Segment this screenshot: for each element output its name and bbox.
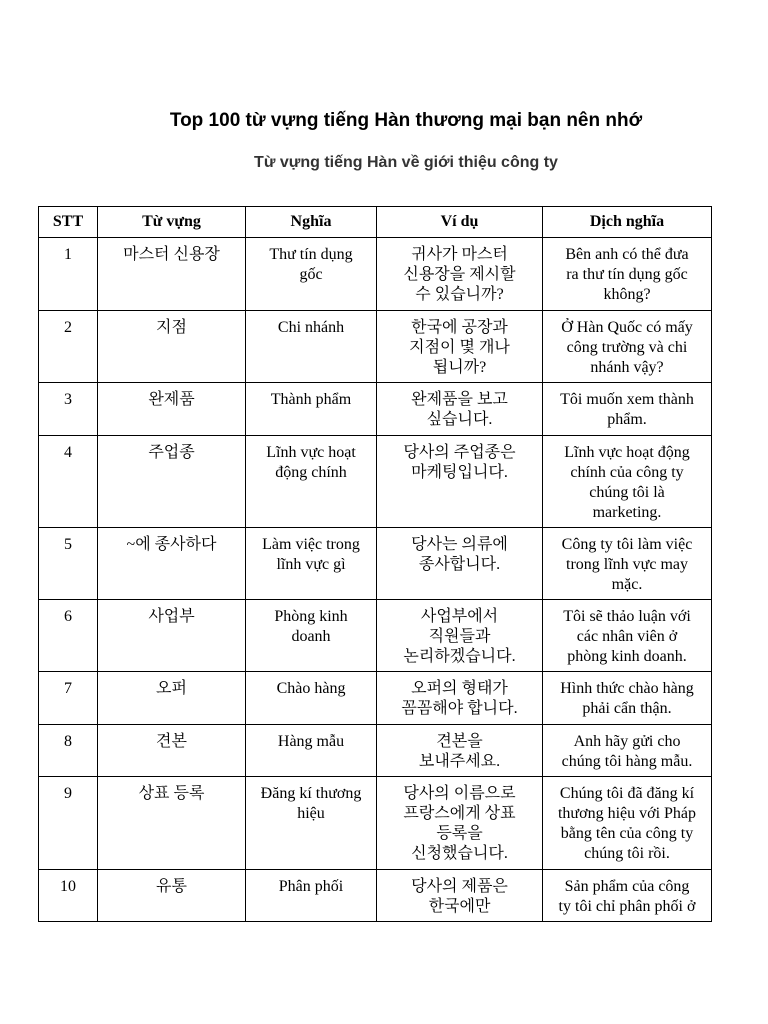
cell-translation: Tôi sẽ thảo luận với các nhân viên ở phòng kinh doanh.	[543, 600, 712, 672]
cell-example: 오퍼의 형태가 꼼꼼해야 합니다.	[377, 672, 543, 725]
cell-translation: Sản phẩm của công ty tôi chỉ phân phối ở	[543, 870, 712, 922]
cell-meaning: Thư tín dụng gốc	[246, 238, 377, 311]
cell-translation: Chúng tôi đã đăng kí thương hiệu với Pháp bằng tên của công ty chúng tôi rồi.	[543, 777, 712, 870]
cell-stt: 9	[39, 777, 98, 870]
table-row	[39, 436, 712, 528]
page-subtitle: Từ vựng tiếng Hàn về giới thiệu công ty	[254, 154, 558, 171]
cell-example: 당사의 제품은 한국에만	[377, 870, 543, 922]
cell-translation: Tôi muốn xem thành phẩm.	[543, 383, 712, 436]
table-row	[39, 238, 712, 311]
cell-stt: 1	[39, 238, 98, 311]
header-example: Ví dụ	[377, 207, 543, 238]
cell-translation: Lĩnh vực hoạt động chính của công ty chúng tôi là marketing.	[543, 436, 712, 528]
cell-translation: Hình thức chào hàng phải cẩn thận.	[543, 672, 712, 725]
table-row	[39, 311, 712, 383]
header-term: Từ vựng	[98, 207, 246, 238]
table-row	[39, 870, 712, 922]
table-row	[39, 383, 712, 436]
cell-meaning: Phân phối	[246, 870, 377, 922]
cell-term: 오퍼	[98, 672, 246, 725]
cell-example: 한국에 공장과 지점이 몇 개나 됩니까?	[377, 311, 543, 383]
cell-term: 견본	[98, 725, 246, 777]
cell-example: 당사의 주업종은 마케팅입니다.	[377, 436, 543, 528]
cell-term: 지점	[98, 311, 246, 383]
cell-term: 사업부	[98, 600, 246, 672]
table-row	[39, 777, 712, 870]
cell-term: 완제품	[98, 383, 246, 436]
cell-meaning: Thành phẩm	[246, 383, 377, 436]
cell-stt: 5	[39, 528, 98, 600]
table-row	[39, 672, 712, 725]
cell-meaning: Đăng kí thương hiệu	[246, 777, 377, 870]
cell-meaning: Phòng kinh doanh	[246, 600, 377, 672]
header-meaning: Nghĩa	[246, 207, 377, 238]
cell-term: 상표 등록	[98, 777, 246, 870]
cell-stt: 2	[39, 311, 98, 383]
cell-translation: Bên anh có thể đưa ra thư tín dụng gốc không?	[543, 238, 712, 311]
cell-example: 당사의 이름으로 프랑스에게 상표 등록을 신청했습니다.	[377, 777, 543, 870]
cell-meaning: Chi nhánh	[246, 311, 377, 383]
cell-example: 견본을 보내주세요.	[377, 725, 543, 777]
cell-term: 유통	[98, 870, 246, 922]
cell-example: 귀사가 마스터 신용장을 제시할 수 있습니까?	[377, 238, 543, 311]
cell-translation: Ở Hàn Quốc có mấy công trường và chi nhánh vậy?	[543, 311, 712, 383]
table-row	[39, 528, 712, 600]
header-stt: STT	[39, 207, 98, 238]
header-translation: Dịch nghĩa	[543, 207, 712, 238]
cell-stt: 8	[39, 725, 98, 777]
cell-example: 완제품을 보고 싶습니다.	[377, 383, 543, 436]
table-body	[39, 238, 712, 922]
cell-stt: 3	[39, 383, 98, 436]
table-row	[39, 600, 712, 672]
cell-stt: 4	[39, 436, 98, 528]
cell-translation: Anh hãy gửi cho chúng tôi hàng mẫu.	[543, 725, 712, 777]
page-title: Top 100 từ vựng tiếng Hàn thương mại bạn nên nhớ	[169, 110, 643, 131]
cell-stt: 6	[39, 600, 98, 672]
cell-meaning: Chào hàng	[246, 672, 377, 725]
cell-meaning: Hàng mẫu	[246, 725, 377, 777]
cell-meaning: Làm việc trong lĩnh vực gì	[246, 528, 377, 600]
cell-term: 마스터 신용장	[98, 238, 246, 311]
cell-stt: 10	[39, 870, 98, 922]
cell-term: ~에 종사하다	[98, 528, 246, 600]
table-header	[39, 207, 712, 238]
header-row	[39, 207, 712, 238]
vocabulary-table	[38, 206, 712, 922]
cell-example: 사업부에서 직원들과 논리하겠습니다.	[377, 600, 543, 672]
cell-meaning: Lĩnh vực hoạt động chính	[246, 436, 377, 528]
cell-translation: Công ty tôi làm việc trong lĩnh vực may mặc.	[543, 528, 712, 600]
cell-term: 주업종	[98, 436, 246, 528]
cell-stt: 7	[39, 672, 98, 725]
table-row	[39, 725, 712, 777]
cell-example: 당사는 의류에 종사합니다.	[377, 528, 543, 600]
